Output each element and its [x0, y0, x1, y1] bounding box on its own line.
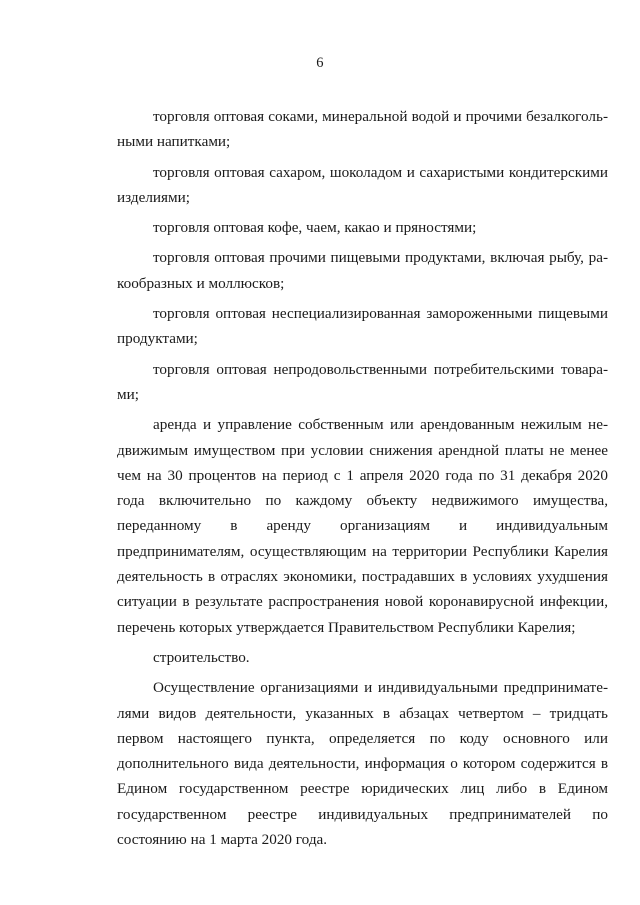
paragraph-sugar-wholesale: торговля оптовая сахаром, шоколадом и сахаристыми кондитерскими изделиями; — [117, 163, 608, 206]
document-body — [117, 104, 608, 852]
paragraph-activity-definition: Осуществление организациями и индивидуальными предпринимателями видов деятельности, указанных в абзацах четвертом – тридцать первом настоящего пункта, определяется по коду основного или дополнительного вида деятельности, информация о котором содержится в Едином государственном реестре юридических лиц либо в Едином государственном реестре индивидуальных предпринимателей по состоянию на 1 марта 2020 года. — [117, 679, 608, 849]
page-number: 6 — [316, 55, 324, 71]
paragraph-coffee-wholesale: торговля оптовая кофе, чаем, какао и пряностями; — [153, 219, 477, 237]
paragraph-frozen-wholesale: торговля оптовая неспециализированная замороженными пищевыми продуктами; — [117, 305, 608, 348]
paragraph-juice-wholesale: торговля оптовая соками, минеральной водой и прочими безалкогольными напитками; — [117, 108, 608, 151]
paragraph-construction: строительство. — [153, 648, 250, 666]
paragraph-rental: аренда и управление собственным или арендованным нежилым недвижимым имуществом при условии снижения арендной платы не менее чем на 30 процентов на период с 1 апреля 2020 года по 31 декабря 2020 года включительно по каждому объекту недвижимого имущества, переданному в аренду организациям и индивидуальным предпринимателям, осуществляющим на территории Республики Карелия деятельность в отраслях экономики, пострадавших в условиях ухудшения ситуации в результате распространения новой коронавирусной инфекции, перечень которых утверждается Правительством Республики Карелия; — [117, 416, 608, 636]
paragraph-nonfood-wholesale: торговля оптовая непродовольственными потребительскими товарами; — [117, 360, 608, 403]
paragraph-food-wholesale: торговля оптовая прочими пищевыми продуктами, включая рыбу, ракообразных и моллюсков; — [117, 249, 608, 292]
